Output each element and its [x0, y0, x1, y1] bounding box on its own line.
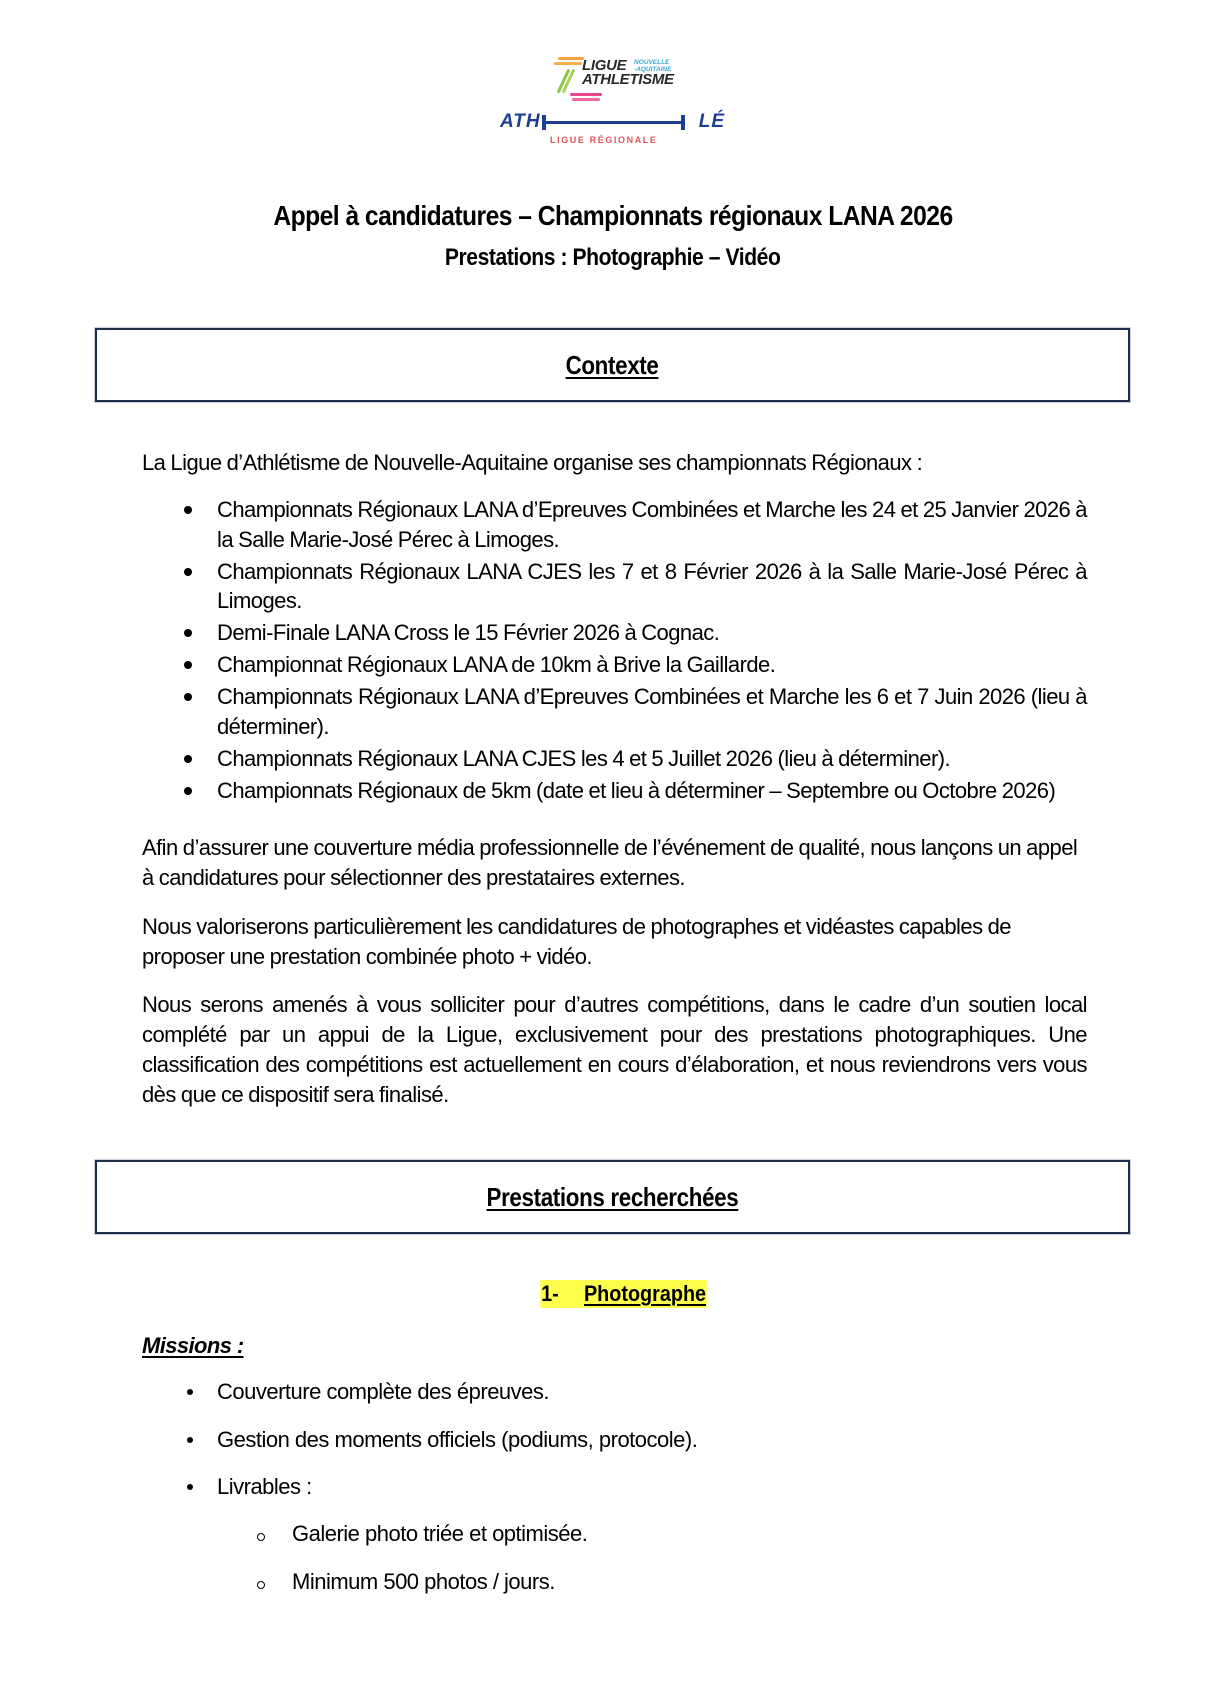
mission-list [142, 1378, 1042, 1615]
document-subtitle: Prestations : Photographie – Vidéo [445, 244, 781, 271]
hollow-bullet-icon [257, 1533, 265, 1541]
logo-stripe-pink [570, 93, 602, 96]
bullet-icon [187, 1437, 193, 1443]
bullet-icon [184, 629, 192, 637]
event-item: Championnats Régionaux LANA d’Epreuves Combinées et Marche les 24 et 25 Janvier 2026 à la Salle Marie-José Pérec à Limoges. [142, 495, 1087, 554]
athle-wordmark [500, 112, 725, 132]
deliverable-item: Minimum 500 photos / jours. [217, 1568, 1042, 1596]
event-item: Championnats Régionaux LANA CJES les 7 et 8 Février 2026 à la Salle Marie-José Pérec à Limoges. [142, 557, 1087, 616]
wordmark-right: LÉ [698, 111, 725, 132]
event-item: Championnats Régionaux LANA d’Epreuves Combinées et Marche les 6 et 7 Juin 2026 (lieu à déterminer). [142, 682, 1087, 741]
context-paragraph-coverage: Afin d’assurer une couverture média professionnelle de l’événement de qualité, nous lançons un appel à candidatures pour sélectionner des prestataires externes. [142, 835, 1078, 890]
context-intro: La Ligue d’Athlétisme de Nouvelle-Aquitaine organise ses championnats Régionaux : [142, 450, 923, 475]
mission-item: Gestion des moments officiels (podiums, protocole). [142, 1426, 1042, 1454]
highlighted-heading [541, 1280, 708, 1308]
logo-regionale: LIGUE RÉGIONALE [550, 135, 658, 145]
wordmark-left: ATH [500, 111, 541, 132]
event-item: Championnat Régionaux LANA de 10km à Brive la Gaillarde. [142, 650, 1087, 680]
bullet-icon [184, 568, 192, 576]
section-title-services: Prestations recherchées [486, 1181, 739, 1212]
context-paragraph-combined: Nous valoriserons particulièrement les candidatures de photographes et vidéastes capables de proposer une prestation combinée photo + vidéo. [142, 914, 1011, 969]
bullet-icon [187, 1389, 193, 1395]
ligue-logo [490, 55, 740, 155]
service-title: Photographe [584, 1281, 707, 1306]
deliverables-list [217, 1520, 1042, 1596]
logo-stripe-orange [554, 62, 582, 65]
event-list [142, 495, 1087, 808]
document-title: Appel à candidatures – Championnats régionaux LANA 2026 [273, 200, 953, 231]
event-item: Championnats Régionaux LANA CJES les 4 et 5 Juillet 2026 (lieu à déterminer). [142, 744, 1087, 774]
bullet-icon [187, 1484, 193, 1490]
section-box-context [95, 328, 1130, 402]
mission-item: Livrables : Galerie photo triée et optimisée. Minimum 500 photos / jours. [142, 1473, 1042, 1596]
service-number: 1- [541, 1281, 560, 1306]
wordmark-bar [542, 121, 685, 124]
service-heading-photographer [0, 1280, 1226, 1308]
missions-label: Missions : [142, 1333, 244, 1358]
event-item: Championnats Régionaux de 5km (date et lieu à déterminer – Septembre ou Octobre 2026) [142, 776, 1087, 806]
bullet-icon [184, 506, 192, 514]
logo-region-text: NOUVELLE -AQUITAINE [634, 59, 672, 73]
logo-stripe-pink [572, 98, 600, 101]
mission-item: Couverture complète des épreuves. [142, 1378, 1042, 1406]
bullet-icon [184, 661, 192, 669]
logo-text: LIGUE ATHLETISME [582, 57, 674, 88]
logo-stripe-orange [558, 57, 584, 60]
deliverable-item: Galerie photo triée et optimisée. [217, 1520, 1042, 1548]
section-title-context: Contexte [566, 349, 659, 380]
bullet-icon [184, 787, 192, 795]
hollow-bullet-icon [257, 1581, 265, 1589]
bullet-icon [184, 693, 192, 701]
ligue-athletisme-logo-mark [548, 55, 678, 105]
context-paragraph-other-competitions: Nous serons amenés à vous solliciter pour d’autres compétitions, dans le cadre d’un soutien local complété par un appui de la Ligue, exclusivement pour des prestations photographiques. Une classification des compétitions est actuellement en cours d’élaboration, et nous reviendrons vers vous dès que ce dispositif sera finalisé. [142, 992, 1087, 1107]
section-box-services [95, 1160, 1130, 1234]
bullet-icon [184, 755, 192, 763]
event-item: Demi-Finale LANA Cross le 15 Février 2026 à Cognac. [142, 618, 1087, 648]
